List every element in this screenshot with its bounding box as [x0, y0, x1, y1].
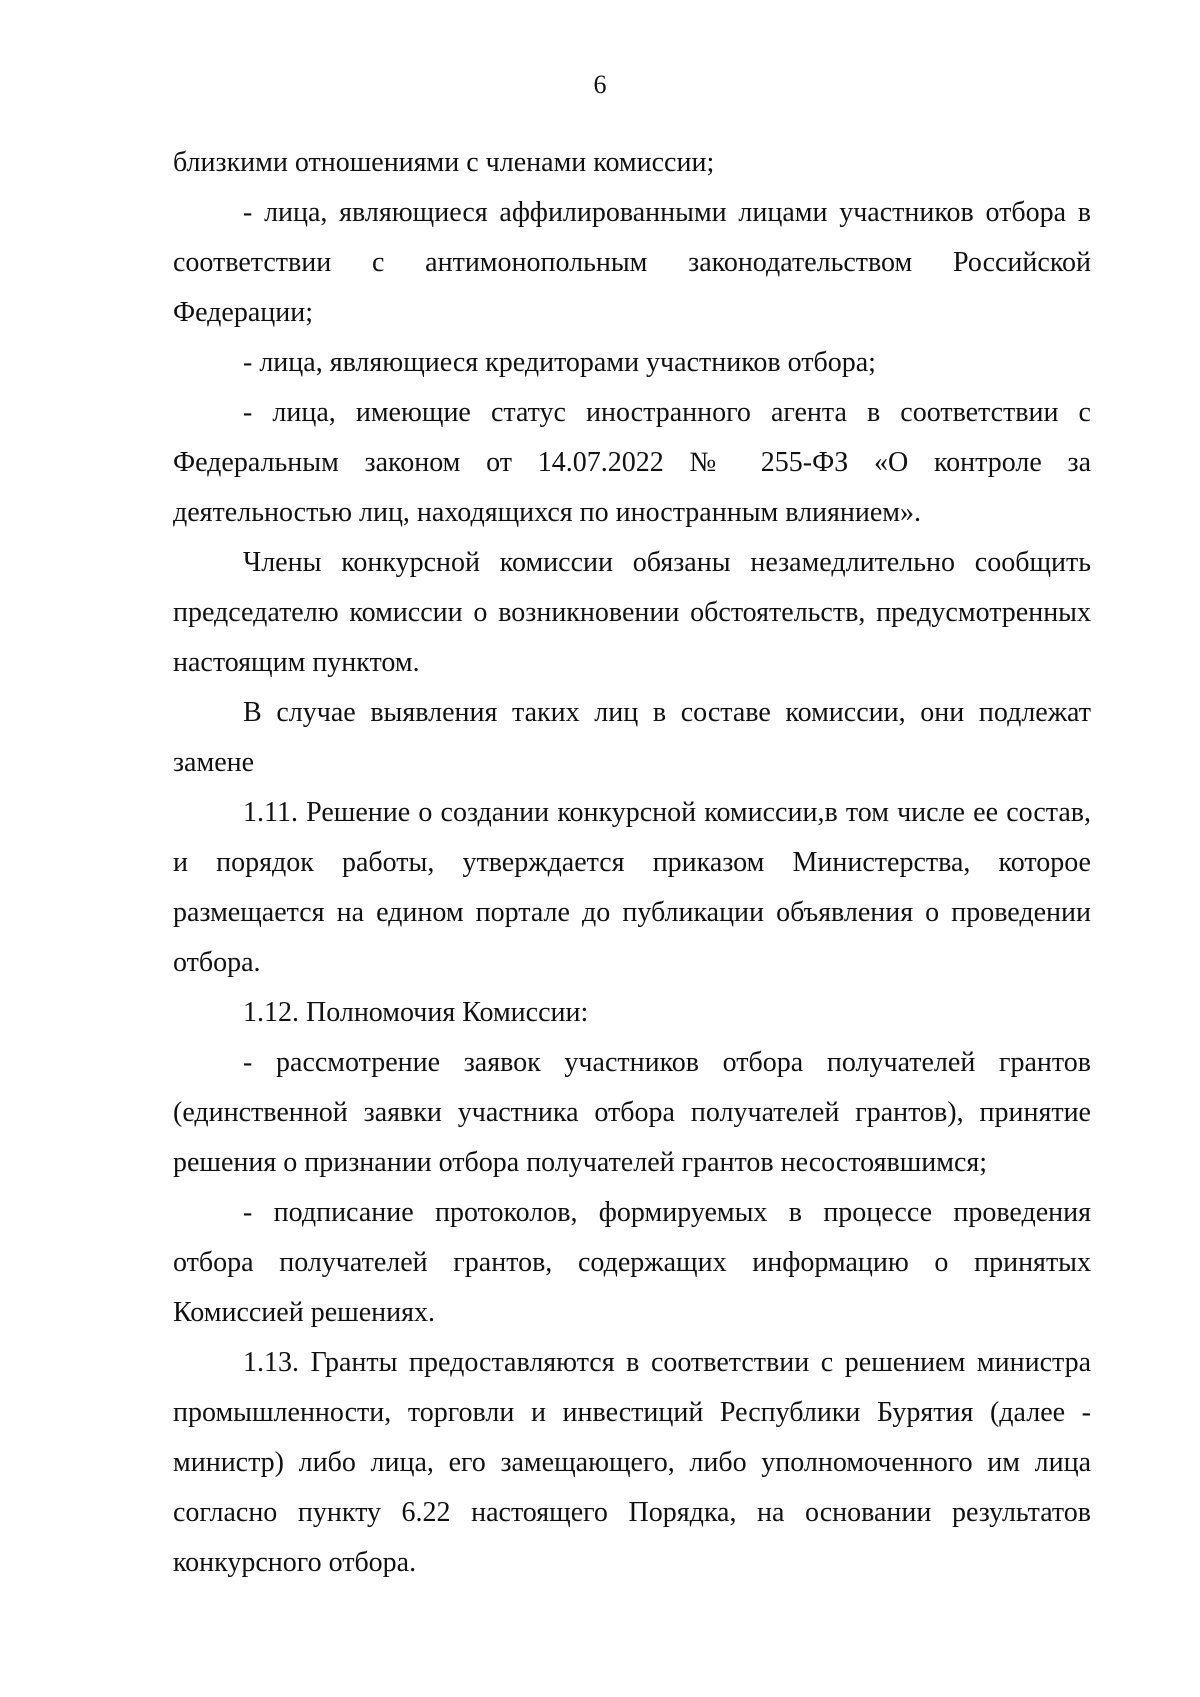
document-body [173, 138, 1091, 1588]
paragraph-1-13: 1.13. Гранты предоставляются в соответствии с решением министра промышленности, торговли и инвестиций Республики Бурятия (далее - министр) либо лица, его замещающего, либо уполномоченного им лица согласно пункту 6.22 настоящего Порядка, на основании результатов конкурсного отбора. [173, 1347, 1091, 1578]
list-item-sign-protocols: - подписание протоколов, формируемых в процессе проведения отбора получателей грантов, содержащих информацию о принятых Комиссией решениях. [173, 1197, 1091, 1328]
paragraph-continuation: близкими отношениями с членами комиссии; [173, 147, 715, 178]
list-item-affiliated-persons: - лица, являющиеся аффилированными лицами участников отбора в соответствии с антимонопольным законодательством Российской Федерации; [173, 197, 1091, 328]
paragraph-members-obligation: Члены конкурсной комиссии обязаны незамедлительно сообщить председателю комиссии о возникновении обстоятельств, предусмотренных настоящим пунктом. [173, 547, 1091, 678]
paragraph-1-11: 1.11. Решение о создании конкурсной комиссии,в том числе ее состав, и порядок работы, утверждается приказом Министерства, которое размещается на едином портале до публикации объявления о проведении отбора. [173, 797, 1091, 978]
list-item-foreign-agents: - лица, имеющие статус иностранного агента в соответствии с Федеральным законом от 14.07.2022 № 255-ФЗ «О контроле за деятельностью лиц, находящихся по иностранным влиянием». [173, 397, 1091, 528]
list-item-creditors: - лица, являющиеся кредиторами участников отбора; [243, 347, 876, 378]
list-item-review-applications: - рассмотрение заявок участников отбора получателей грантов (единственной заявки участника отбора получателей грантов), принятие решения о признании отбора получателей грантов несостоявшимся; [173, 1047, 1091, 1178]
paragraph-replacement: В случае выявления таких лиц в составе комиссии, они подлежат замене [173, 697, 1091, 778]
page-number: 6 [593, 70, 607, 99]
paragraph-1-12: 1.12. Полномочия Комиссии: [243, 997, 589, 1028]
